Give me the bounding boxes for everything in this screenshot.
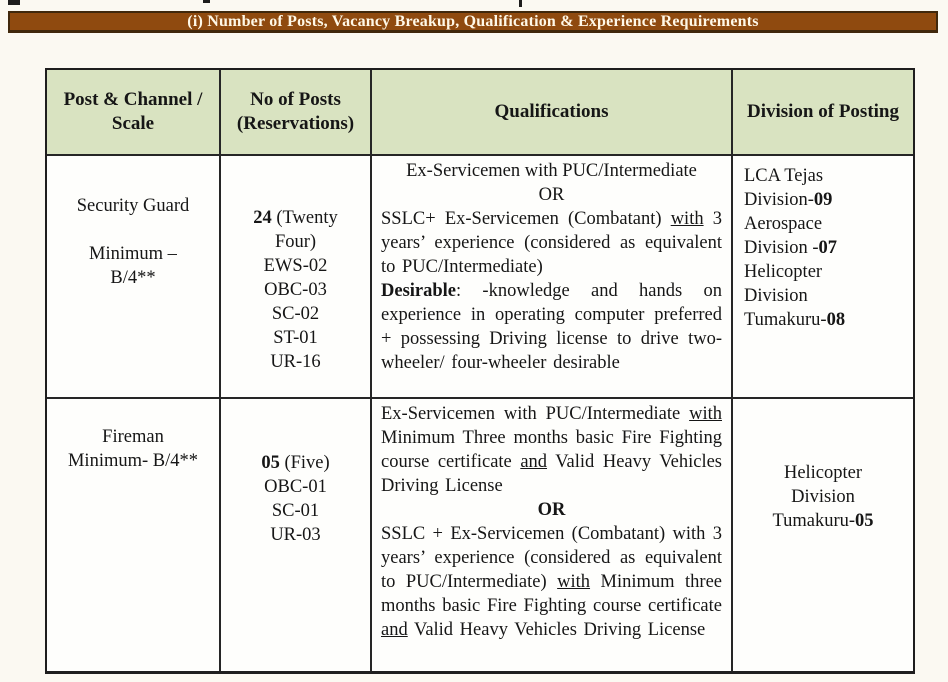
text-segment: (Five): [279, 453, 330, 473]
text-line: [381, 279, 722, 375]
text-segment: with: [557, 572, 591, 592]
header-cell-no-of-posts: No of Posts (Reservations): [221, 70, 372, 156]
text-segment: Valid Heavy Vehicles Driving License: [381, 452, 722, 496]
text-line: [744, 236, 904, 260]
text-line: [56, 194, 210, 218]
text-segment: OR: [537, 500, 566, 520]
text-segment: and: [381, 620, 408, 640]
header-cell-division-of-posting: Division of Posting: [733, 70, 913, 156]
text-segment: UR-03: [270, 525, 321, 545]
text-segment: 05: [261, 453, 280, 473]
text-line: [381, 207, 722, 279]
text-segment: Aerospace: [744, 214, 823, 234]
text-segment: Division: [791, 487, 855, 507]
text-segment: and: [520, 452, 548, 472]
text-segment: 07: [818, 238, 838, 258]
text-line: [230, 350, 361, 374]
cropped-text-fragment: [519, 0, 522, 7]
header-cell-qualifications: Qualifications: [372, 70, 733, 156]
text-line: [381, 183, 722, 207]
text-segment: OR: [538, 185, 565, 205]
text-segment: 24: [253, 208, 272, 228]
text-line: [381, 159, 722, 183]
text-segment: Division-: [744, 190, 814, 210]
text-line: [742, 509, 904, 533]
text-line: [381, 522, 722, 642]
cell-security-guard-qualifications: [372, 156, 733, 399]
text-segment: OBC-03: [264, 280, 327, 300]
text-segment: 09: [813, 190, 833, 210]
cell-fireman-no-of-posts: [221, 399, 372, 671]
text-line: [230, 230, 361, 254]
text-segment: Helicopter: [783, 463, 863, 483]
vacancy-table: [45, 68, 915, 674]
cell-security-guard-post-scale: [47, 156, 221, 399]
text-line: [230, 326, 361, 350]
text-segment: with: [689, 404, 722, 424]
banner-title: (i) Number of Posts, Vacancy Breakup, Qualification & Experience Requirements: [187, 12, 759, 30]
text-segment: Division: [744, 286, 808, 306]
text-segment: LCA Tejas: [744, 166, 824, 186]
text-line: [230, 475, 361, 499]
text-line: [56, 425, 210, 449]
text-segment: with: [670, 209, 704, 229]
text-line: [56, 218, 210, 242]
text-segment: Valid Heavy Vehicles Driving License: [407, 620, 706, 640]
text-segment: Tumakuru-: [772, 511, 856, 531]
text-segment: Desirable: [381, 281, 457, 301]
cropped-text-fragment: [8, 0, 20, 5]
text-line: [56, 266, 210, 290]
text-line: [744, 284, 904, 308]
text-segment: SC-01: [271, 501, 320, 521]
text-line: [56, 449, 210, 473]
text-segment: EWS-02: [263, 256, 328, 276]
text-segment: 3 years’ experience (considered as equivalent to PUC/Intermediate): [381, 209, 722, 277]
text-segment: Minimum three months basic Fire Fighting course certificate: [381, 572, 722, 616]
text-segment: Minimum- B/4**: [67, 451, 199, 471]
section-banner: [8, 11, 938, 33]
text-segment: : -knowledge and hands on experience in operating computer preferred + possessing Driving license to drive two-wheeler/ four-wheeler desirable: [381, 281, 722, 373]
text-segment: (Twenty: [271, 208, 338, 228]
text-line: [744, 188, 904, 212]
text-segment: SC-02: [271, 304, 320, 324]
text-line: [742, 461, 904, 485]
text-line: [381, 402, 722, 498]
cropped-text-fragment: [203, 0, 210, 3]
text-segment: Minimum Three months basic Fire Fighting course certificate: [381, 428, 722, 472]
text-segment: Tumakuru-: [744, 310, 827, 330]
text-line: [230, 523, 361, 547]
text-line: [742, 485, 904, 509]
text-segment: Ex-Servicemen with PUC/Intermediate: [406, 161, 697, 181]
text-line: [230, 278, 361, 302]
text-segment: 08: [826, 310, 846, 330]
text-line: [744, 308, 904, 332]
text-line: [230, 206, 361, 230]
text-segment: B/4**: [110, 268, 156, 288]
text-line: [230, 254, 361, 278]
text-line: [230, 451, 361, 475]
text-line: [381, 498, 722, 522]
text-segment: Division -: [744, 238, 819, 258]
text-line: [230, 302, 361, 326]
cell-fireman-division: [733, 399, 913, 671]
text-line: [230, 499, 361, 523]
cell-security-guard-division: [733, 156, 913, 399]
text-segment: Fireman: [102, 427, 164, 447]
text-line: [744, 164, 904, 188]
text-line: [744, 260, 904, 284]
text-segment: OBC-01: [264, 477, 327, 497]
text-segment: Four): [274, 232, 317, 252]
text-segment: SSLC+ Ex-Servicemen (Combatant): [381, 209, 671, 229]
text-line: [56, 242, 210, 266]
text-segment: Minimum –: [89, 244, 177, 264]
text-segment: Ex-Servicemen with PUC/Intermediate: [381, 404, 690, 424]
text-segment: 05: [855, 511, 874, 531]
text-segment: Security Guard: [76, 196, 190, 216]
cell-security-guard-no-of-posts: [221, 156, 372, 399]
header-cell-post-scale: Post & Channel / Scale: [47, 70, 221, 156]
cell-fireman-qualifications: [372, 399, 733, 671]
text-segment: UR-16: [270, 352, 321, 372]
text-segment: Helicopter: [744, 262, 823, 282]
cell-fireman-post-scale: [47, 399, 221, 671]
text-line: [744, 212, 904, 236]
text-segment: SSLC + Ex-Servicemen (Combatant) with 3 years’ experience (considered as equivalent to PUC/Intermediate): [381, 524, 722, 592]
text-segment: ST-01: [273, 328, 318, 348]
